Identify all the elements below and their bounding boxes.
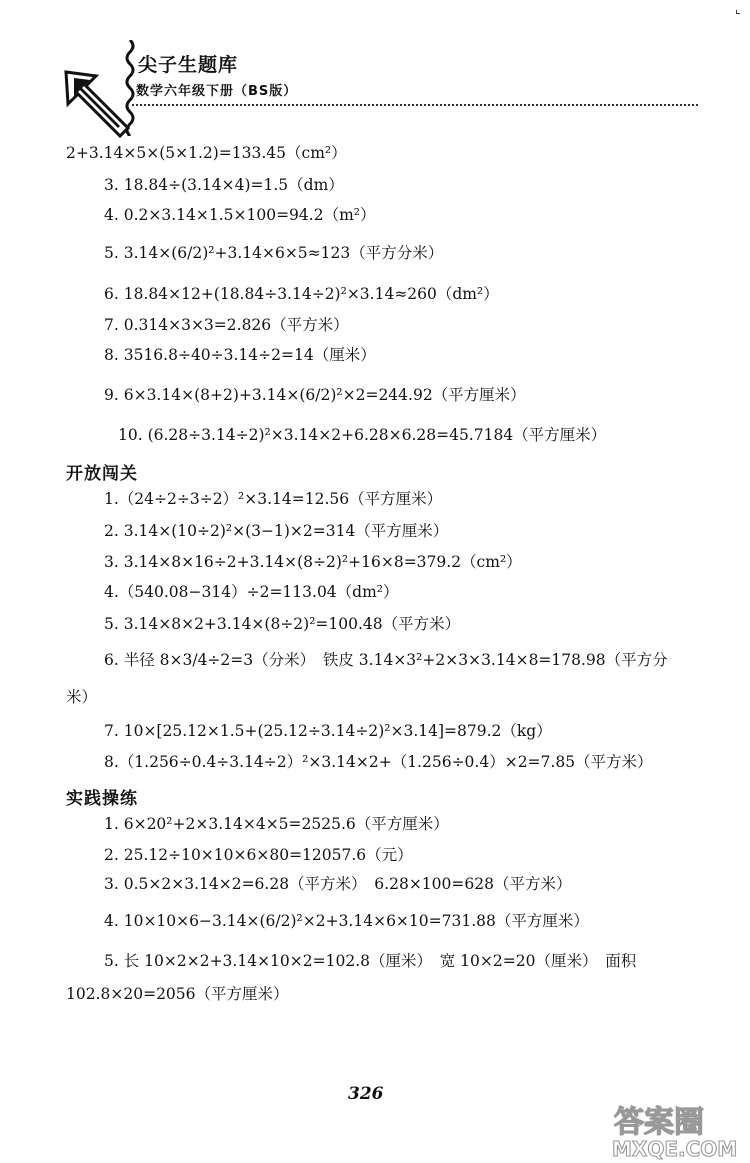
answer-line: 3. 18.84÷(3.14×4)=1.5（dm） (104, 176, 344, 194)
answer-line: 2. 3.14×(10÷2)²×(3−1)×2=314（平方厘米） (104, 522, 449, 540)
answer-line: 6. 半径 8×3/4÷2=3（分米） 铁皮 3.14×3²+2×3×3.14×8=178.98（平方分 (104, 651, 668, 669)
header-dotted-rule (132, 104, 698, 106)
answer-line: 8. 3516.8÷40÷3.14÷2=14（厘米） (104, 346, 376, 364)
answer-line: 2+3.14×5×(5×1.2)=133.45（cm²） (66, 144, 347, 162)
answer-line: 5. 长 10×2×2+3.14×10×2=102.8（厘米） 宽 10×2=20（厘米） 面积 (104, 952, 637, 970)
answer-line: 4. 10×10×6−3.14×(6/2)²×2+3.14×6×10=731.88（平方厘米） (104, 912, 589, 930)
answer-line: 4. 0.2×3.14×1.5×100=94.2（m²） (104, 206, 376, 224)
page-header (62, 40, 702, 130)
book-title: 尖子生题库 (138, 54, 239, 76)
section-heading: 实践操练 (66, 789, 138, 809)
answer-line: 5. 3.14×8×2+3.14×(8÷2)²=100.48（平方米） (104, 615, 461, 633)
answer-line: 102.8×20=2056（平方厘米） (66, 985, 289, 1003)
answer-line: 8.（1.256÷0.4÷3.14÷2）²×3.14×2+（1.256÷0.4）×2=7.85（平方米） (104, 753, 653, 771)
watermark-url: MXQE.COM (612, 1137, 738, 1160)
answer-line: 1.（24÷2÷3÷2）²×3.14=12.56（平方厘米） (104, 490, 443, 508)
answer-line: 3. 3.14×8×16÷2+3.14×(8÷2)²+16×8=379.2（cm²） (104, 553, 522, 571)
answer-line: 3. 0.5×2×3.14×2=6.28（平方米） 6.28×100=628（平方米） (104, 875, 572, 893)
corner-mark-icon: ⌞ (735, 2, 741, 16)
book-subtitle: 数学六年级下册（BS版） (136, 84, 298, 99)
watermark-logo (608, 1098, 746, 1160)
answer-line: 6. 18.84×12+(18.84÷3.14÷2)²×3.14≈260（dm²） (104, 285, 499, 303)
answer-line: 7. 10×[25.12×1.5+(25.12÷3.14÷2)²×3.14]=879.2（kg） (104, 722, 552, 740)
answer-line: 9. 6×3.14×(8+2)+3.14×(6/2)²×2=244.92（平方厘米） (104, 386, 526, 404)
section-heading: 开放闯关 (66, 464, 138, 484)
watermark-text: 答案圈 (614, 1105, 704, 1140)
answer-line: 4.（540.08−314）÷2=113.04（dm²） (104, 583, 399, 601)
answer-line: 5. 3.14×(6/2)²+3.14×6×5≈123（平方分米） (104, 244, 444, 262)
answer-line: 10. (6.28÷3.14÷2)²×3.14×2+6.28×6.28=45.7184（平方厘米） (118, 426, 607, 444)
answer-line: 2. 25.12÷10×10×6×80=12057.6（元） (104, 846, 413, 864)
answer-line: 1. 6×20²+2×3.14×4×5=2525.6（平方厘米） (104, 815, 449, 833)
answer-line: 7. 0.314×3×3=2.826（平方米） (104, 316, 349, 334)
page-number: 326 (348, 1084, 384, 1104)
answer-line: 米） (66, 688, 98, 706)
